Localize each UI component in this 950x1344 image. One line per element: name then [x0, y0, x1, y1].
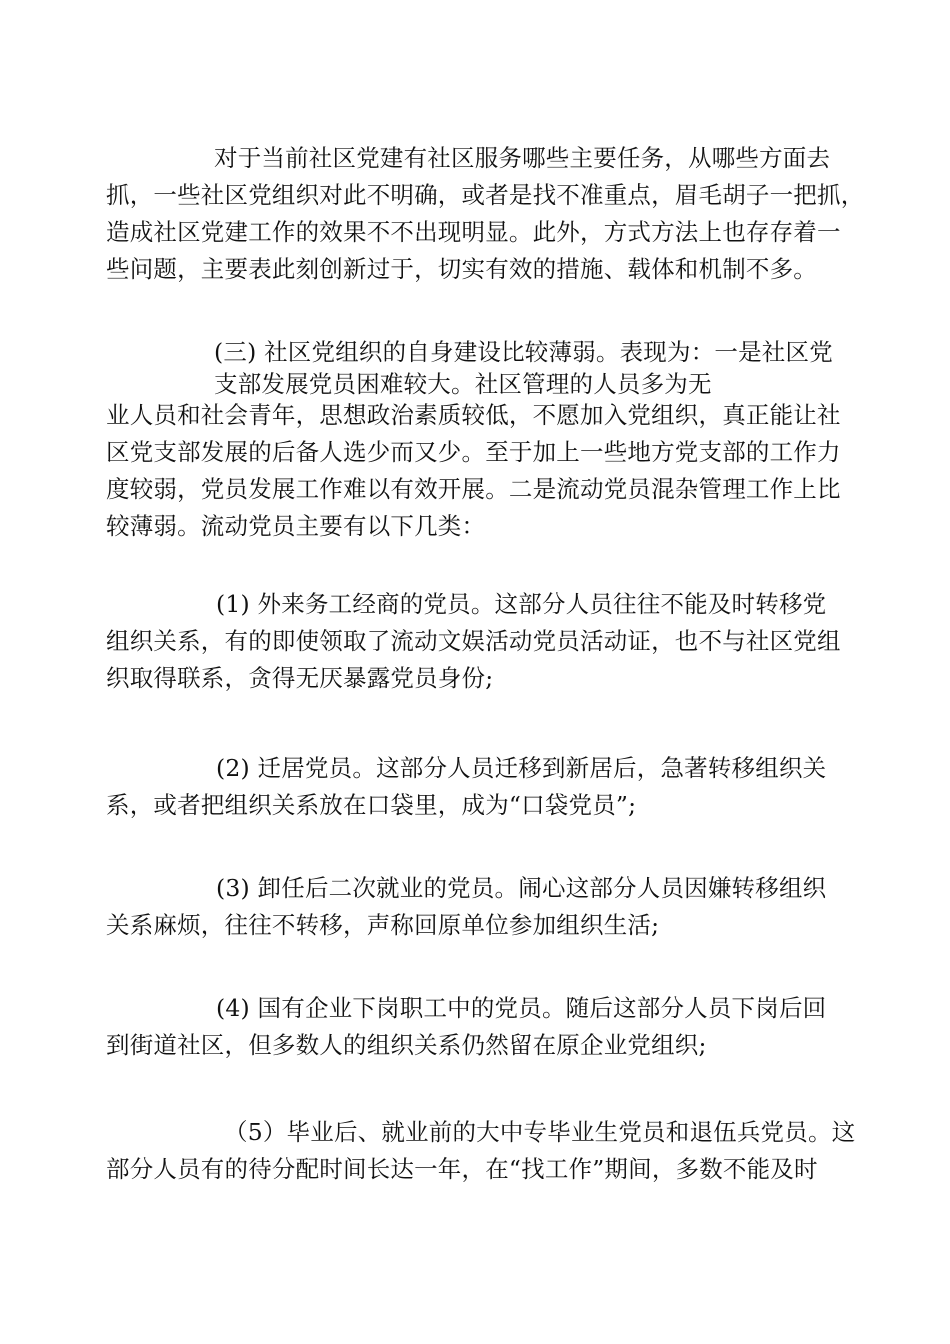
text-line: 较薄弱。流动党员主要有以下几类： — [106, 512, 486, 540]
paragraph-1 — [106, 140, 865, 288]
text-line: 织取得联系，贪得无厌暴露党员身份; — [106, 664, 494, 692]
text-line: (2) 迁居党员。这部分人员迁移到新居后，急著转移组织关 — [216, 754, 827, 782]
paragraph-6 — [106, 990, 846, 1064]
text-line: 关系麻烦，往往不转移，声称回原单位参加组织生活; — [106, 911, 660, 939]
text-line: (三) 社区党组织的自身建设比较薄弱。表现为：一是社区党 — [214, 338, 833, 366]
text-line: （5）毕业后、就业前的大中专毕业生党员和退伍兵党员。这 — [224, 1118, 856, 1146]
text-line: (4) 国有企业下岗职工中的党员。随后这部分人员下岗后回 — [216, 994, 827, 1022]
text-line: 对于当前社区党建有社区服务哪些主要任务，从哪些方面去 — [214, 144, 831, 172]
text-line: (1) 外来务工经商的党员。这部分人员往往不能及时转移党 — [216, 590, 827, 618]
text-line: 些问题，主要表此刻创新过于，切实有效的措施、载体和机制不多。 — [106, 255, 817, 283]
paragraph-4 — [106, 750, 846, 824]
text-line: 部分人员有的待分配时间长达一年，在“找工作”期间，多数不能及时 — [106, 1155, 818, 1183]
paragraph-2 — [106, 334, 846, 545]
text-line: 区党支部发展的后备人选少而又少。至于加上一些地方党支部的工作力 — [106, 438, 841, 466]
text-line: 造成社区党建工作的效果不不出现明显。此外，方式方法上也存存着一 — [106, 218, 841, 246]
text-line: 系，或者把组织关系放在口袋里，成为“口袋党员”; — [106, 791, 637, 819]
paragraph-3 — [106, 586, 846, 697]
text-line: 抓，一些社区党组织对此不明确，或者是找不准重点，眉毛胡子一把抓， — [106, 181, 865, 209]
text-line: 业人员和社会青年，思想政治素质较低，不愿加入党组织，真正能让社 — [106, 401, 841, 429]
text-line: 组织关系，有的即使领取了流动文娱活动党员活动证，也不与社区党组 — [106, 627, 841, 655]
text-line: 支部发展党员困难较大。社区管理的人员多为无 — [214, 370, 712, 398]
text-line: 到街道社区，但多数人的组织关系仍然留在原企业党组织; — [106, 1031, 707, 1059]
paragraph-5 — [106, 870, 846, 944]
paragraph-7 — [106, 1114, 856, 1188]
text-line: 度较弱，党员发展工作难以有效开展。二是流动党员混杂管理工作上比 — [106, 475, 841, 503]
text-line: (3) 卸任后二次就业的党员。闹心这部分人员因嫌转移组织 — [216, 874, 827, 902]
